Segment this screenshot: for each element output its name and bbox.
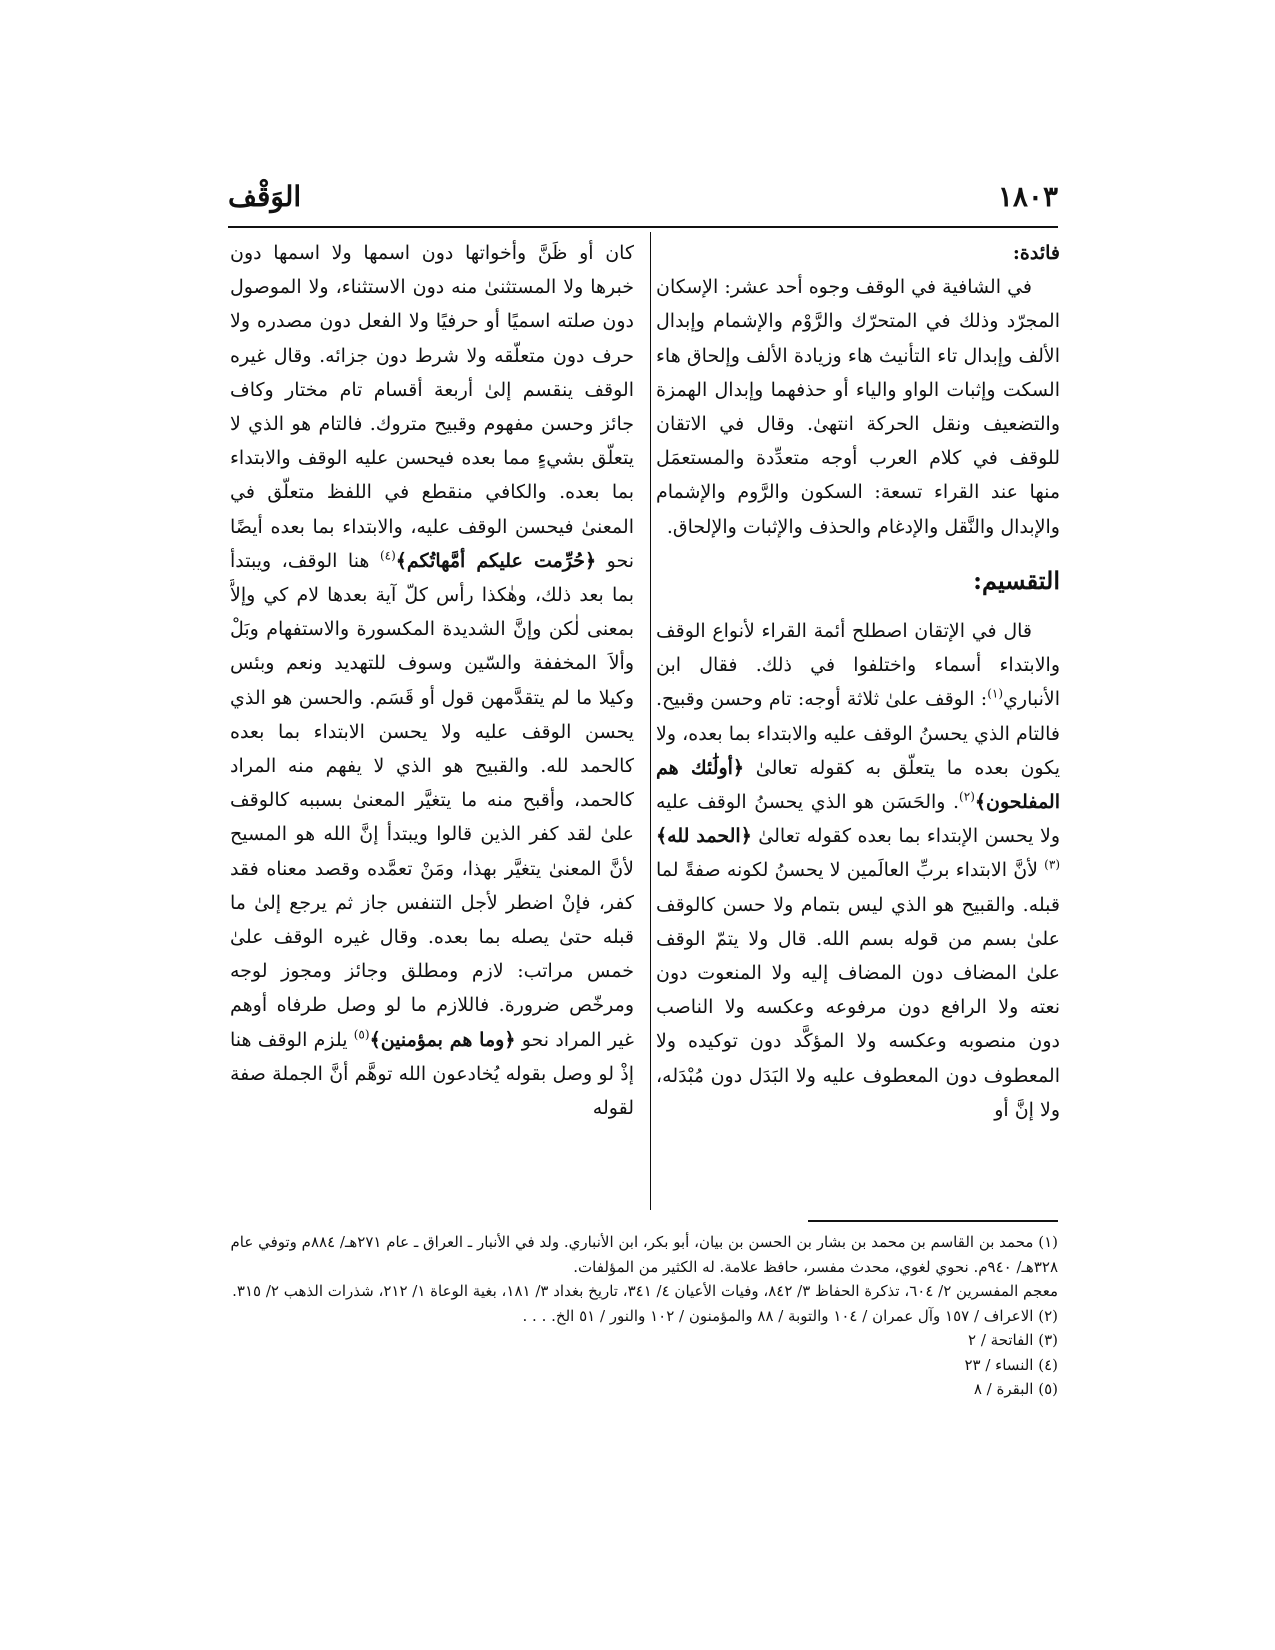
taqsim-paragraph xyxy=(656,614,1060,1127)
footnote-ref-1: (١) xyxy=(987,687,1004,702)
footnote-3: (٣) الفاتحة / ٢ xyxy=(968,1331,1058,1349)
left-column xyxy=(230,236,634,1208)
footnote-1: (١) محمد بن القاسم بن محمد بن بشار بن الحسن بن بيان، أبو بكر، ابن الأنباري. ولد في الأنبار ـ العراق ـ عام ٢٧١هـ/ ٨٨٤م وتوفي عام ٣٢٨هـ/ ٩٤٠م. نحوي لغوي، محدث مفسر، حافظ علامة. له الكثير من المؤلفات. xyxy=(230,1233,1058,1276)
faida-paragraph: في الشافية في الوقف وجوه أحد عشر: الإسكان المجرّد وذلك في المتحرّك والرَّوْم والإشمام وإبدال الألف وإبدال تاء التأنيث هاء وزيادة الألف وإلحاق هاء السكت وإثبات الواو والياء أو حذفهما وإبدال الهمزة والتضعيف ونقل الحركة انتهىٰ. وقال في الاتقان للوقف في كلام العرب أوجه متعدِّدة والمستعمَل منها عند القراء تسعة: السكون والرَّوم والإشمام والإبدال والنَّقل والإدغام والحذف والإثبات والإلحاق. xyxy=(656,276,1060,538)
footnotes xyxy=(228,1230,1058,1402)
quran-verse-4: ﴿حُرِّمت عليكم أمَّهاتُكم﴾ xyxy=(395,549,597,572)
footnote-4: (٤) النساء / ٢٣ xyxy=(964,1355,1058,1374)
footnote-ref-5: (٥) xyxy=(353,1027,370,1042)
footnote-5: (٥) البقرة / ٨ xyxy=(973,1380,1058,1398)
footnote-1-sources: معجم المفسرين ٢/ ٦٠٤، تذكرة الحفاظ ٣/ ٨٤٢، وفيات الأعيان ٤/ ٣٤١، تاريخ بغداد ٣/ ١٨١، بغية الوعاة ١/ ٢١٢، شذرات الذهب ٢/ ٣١٥. xyxy=(232,1282,1058,1300)
quran-verse-3: ﴿الحمد لله﴾ xyxy=(656,825,752,848)
right-column xyxy=(656,236,1060,1208)
text-run: هنا الوقف، ويبتدأ بما بعد ذلك، وهٰكذا رأس كلّ آية بعدها لام كي وإلاَّ بمعنى لٰكن وإنَّ الشديدة المكسورة والاستفهام وبَلْ وألاَ المخففة والسّين وسوف للتهديد ونعم وبئس وكيلا ما لم يتقدَّمهن قول أو قَسَم. والحسن هو الذي يحسن الوقف عليه ولا يحسن الابتداء بما بعده كالحمد لله. والقبيح هو الذي لا يفهم منه المراد كالحمد، وأقبح منه ما يتغيَّر المعنىٰ بسببه كالوقف علىٰ لقد كفر الذين قالوا ويبتدأ إنَّ الله هو المسيح لأنَّ المعنىٰ يتغيَّر بهذا، ومَنْ تعمَّده وقصد معناه فقد كفر، فإنْ اضطر لأجل التنفس جاز ثم يرجع إلىٰ ما قبله حتىٰ يصله بما بعده. وقال غيره الوقف علىٰ خمس مراتب: لازم ومطلق وجائز ومجوز لوجه ومرخّص ضرورة. فاللازم ما لو وصل طرفاه أوهم غير المراد نحو xyxy=(230,549,634,1051)
text-run: يلزم الوقف هنا إذْ لو وصل بقوله يُخادعون الله توهَّم أنَّ الجملة صفة لقوله xyxy=(230,1028,634,1120)
footnote-rule xyxy=(808,1220,1058,1222)
header-rule xyxy=(228,226,1058,228)
taqsim-heading: التقسيم: xyxy=(973,565,1060,595)
text-run: : الوقف علىٰ ثلاثة أوجه: تام وحسن وقبيح. فالتام الذي يحسنُ الوقف عليه والابتداء بما بعده، ولا يكون بعده ما يتعلّق به كقوله تعالىٰ xyxy=(656,688,1060,779)
left-paragraph xyxy=(230,236,634,1125)
quran-verse-5: ﴿وما هم بمؤمنين﴾ xyxy=(369,1028,516,1051)
footnote-ref-2: (٢) xyxy=(959,789,975,804)
footnote-2: (٢) الاعراف / ١٥٧ وآل عمران / ١٠٤ والتوبة / ٨٨ والمؤمنون / ١٠٢ والنور / ٥١ الخ. . . . xyxy=(522,1306,1058,1325)
quran-verse-2: ﴿أولَٰئك هم المفلحون﴾ xyxy=(656,756,1060,814)
text-run: . والحَسَن هو الذي يحسنُ الوقف عليه ولا يحسن الإبتداء بما بعده كقوله تعالىٰ xyxy=(656,791,1060,848)
footnote-ref-3: (٣) xyxy=(1044,858,1060,873)
footnote-ref-4: (٤) xyxy=(379,548,396,563)
column-divider xyxy=(650,232,651,1210)
text-run: لأنَّ الابتداء بربِّ العالَمين لا يحسنُ لكونه صفةً لما قبله. والقبيح هو الذي ليس بتمام ولا حسن كالوقف علىٰ بسم من قوله بسم الله. قال ولا يتمّ الوقف علىٰ المضاف دون المضاف إليه ولا المنعوت دون نعته ولا الرافع دون مرفوعه وعكسه ولا الناصب دون منصوبه وعكسه ولا المؤكَّد دون توكيده ولا المعطوف دون المعطوف عليه ولا البَدَل دون مُبْدَله، ولا إنَّ أو xyxy=(656,859,1060,1121)
text-run: كان أو ظَنَّ وأخواتها دون اسمها ولا اسمها دون خبرها ولا المستثنىٰ منه دون الاستثناء، ولا الموصول دون صلته اسميًا أو حرفيًا ولا الفعل دون مصدره ولا حرف دون متعلّقه ولا شرط دون جزائه. وقال غيره الوقف ينقسم إلىٰ أربعة أقسام تام مختار وكاف جائز وحسن مفهوم وقبيح متروك. فالتام هو الذي لا يتعلّق بشيءٍ مما بعده فيحسن عليه الوقف والابتداء بما بعده. والكافي منقطع في اللفظ متعلّق في المعنىٰ فيحسن الوقف عليه، والابتداء بما بعده أيضًا نحو xyxy=(230,242,634,572)
page-header xyxy=(228,180,1058,220)
running-title: الوَقْف xyxy=(228,180,302,213)
text-run: قال في الإتقان اصطلح أئمة القراء لأنواع الوقف والابتداء أسماء واختلفوا في ذلك. فقال ابن الأنباري xyxy=(656,620,1060,711)
faida-heading: فائدة: xyxy=(1012,242,1060,264)
page-number: ١٨٠٣ xyxy=(997,180,1058,213)
